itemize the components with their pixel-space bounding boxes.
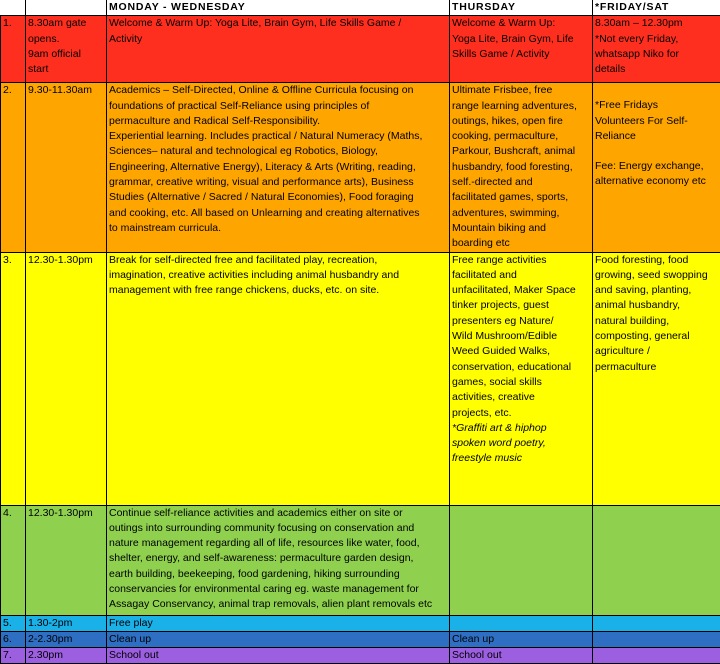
cell-line: 8.30am – 12.30pm: [595, 16, 719, 31]
cell-line: School out: [452, 648, 590, 663]
header-mon-wed: MONDAY - WEDNESDAY: [107, 0, 450, 16]
cell-line: Activity: [109, 32, 447, 47]
row-time: [26, 631, 107, 647]
schedule-row-6: [1, 631, 720, 647]
cell-line: growing, seed swopping: [595, 268, 719, 283]
cell-line: Ultimate Frisbee, free: [452, 83, 590, 98]
row-number: [1, 252, 26, 505]
cell-line: [595, 83, 719, 98]
cell-line: games, social skills: [452, 375, 590, 390]
row-friday-sat: [593, 505, 720, 615]
cell-line: boarding etc: [452, 236, 590, 251]
row-mon-wed: [107, 83, 450, 252]
row-friday-sat: [593, 615, 720, 631]
cell-line: Volunteers For Self-: [595, 114, 719, 129]
row-number: [1, 648, 26, 664]
cell-line: tinker projects, guest: [452, 298, 590, 313]
row-mon-wed: [107, 615, 450, 631]
row-number: [1, 615, 26, 631]
header-friday-sat: *FRIDAY/SAT: [593, 0, 720, 16]
cell-line: *Not every Friday,: [595, 32, 719, 47]
cell-line: 1.: [3, 16, 23, 31]
schedule-row-5: [1, 615, 720, 631]
cell-line: 2.: [3, 83, 23, 98]
row-time: [26, 83, 107, 252]
cell-line: foundations of practical Self-Reliance using principles of: [109, 99, 447, 114]
cell-line: imagination, creative activities including animal husbandry and: [109, 268, 447, 283]
row-time: [26, 615, 107, 631]
row-time: [26, 648, 107, 664]
cell-line: projects, etc.: [452, 406, 590, 421]
cell-line: 7.: [3, 648, 23, 663]
cell-line: [595, 144, 719, 159]
cell-line: *Free Fridays: [595, 98, 719, 113]
cell-line: Welcome & Warm Up:: [452, 16, 590, 31]
row-number: [1, 83, 26, 252]
row-mon-wed: [107, 16, 450, 83]
cell-line: Assagay Conservancy, animal trap removals, alien plant removals etc: [109, 597, 447, 612]
cell-line: Clean up: [109, 632, 447, 647]
row-number: [1, 631, 26, 647]
cell-line: Engineering, Alternative Energy), Literacy & Arts (Writing, reading,: [109, 160, 447, 175]
cell-line: Weed Guided Walks,: [452, 344, 590, 359]
cell-line: shelter, energy, and self-awareness: permaculture garden design,: [109, 551, 447, 566]
row-friday-sat: [593, 16, 720, 83]
schedule-row-3: [1, 252, 720, 505]
cell-line: permaculture and Radical Self-Responsibility.: [109, 114, 447, 129]
row-mon-wed: [107, 631, 450, 647]
cell-line: Sciences– natural and technological eg Robotics, Biology,: [109, 144, 447, 159]
cell-line: start: [28, 62, 104, 77]
row-mon-wed: [107, 648, 450, 664]
cell-line: permaculture: [595, 360, 719, 375]
cell-line: Welcome & Warm Up: Yoga Lite, Brain Gym, Life Skills Game /: [109, 16, 447, 31]
cell-line: opens.: [28, 32, 104, 47]
cell-line: Reliance: [595, 129, 719, 144]
cell-line: details: [595, 62, 719, 77]
cell-line: natural building,: [595, 314, 719, 329]
cell-line: 9am official: [28, 47, 104, 62]
schedule-row-4: [1, 505, 720, 615]
cell-line: Skills Game / Activity: [452, 47, 590, 62]
row-mon-wed: [107, 505, 450, 615]
cell-line: Continue self-reliance activities and academics either on site or: [109, 506, 447, 521]
row-number: [1, 16, 26, 83]
header-thursday: THURSDAY: [450, 0, 593, 16]
cell-line: Parkour, Bushcraft, animal: [452, 144, 590, 159]
cell-line: 5.: [3, 616, 23, 631]
row-time: [26, 505, 107, 615]
cell-line: Experiential learning. Includes practical / Natural Numeracy (Maths,: [109, 129, 447, 144]
row-thursday: [450, 631, 593, 647]
cell-line: range learning adventures,: [452, 99, 590, 114]
cell-line-italic: spoken word poetry,: [452, 436, 590, 451]
cell-line: husbandry, food foresting,: [452, 160, 590, 175]
cell-line: conservation, educational: [452, 360, 590, 375]
cell-line: whatsapp Niko for: [595, 47, 719, 62]
cell-line: facilitated and: [452, 268, 590, 283]
cell-line-italic: freestyle music: [452, 451, 590, 466]
cell-line: 12.30-1.30pm: [28, 253, 104, 268]
header-time: [26, 0, 107, 16]
cell-line: Free range activities: [452, 253, 590, 268]
row-number: [1, 505, 26, 615]
cell-line: agriculture /: [595, 344, 719, 359]
cell-line: outings, hikes, open fire: [452, 114, 590, 129]
cell-line: Wild Mushroom/Edible: [452, 329, 590, 344]
cell-line: activities, creative: [452, 390, 590, 405]
cell-line: Free play: [109, 616, 447, 631]
cell-line: 12.30-1.30pm: [28, 506, 104, 521]
cell-line: adventures, swimming,: [452, 206, 590, 221]
cell-line: 4.: [3, 506, 23, 521]
cell-line: 2-2.30pm: [28, 632, 104, 647]
cell-line: presenters eg Nature/: [452, 314, 590, 329]
cell-line: Break for self-directed free and facilitated play, recreation,: [109, 253, 447, 268]
schedule-row-1: [1, 16, 720, 83]
cell-line: 1.30-2pm: [28, 616, 104, 631]
row-thursday: [450, 615, 593, 631]
row-friday-sat: [593, 648, 720, 664]
cell-line: and cooking, etc. All based on Unlearning and creating alternatives: [109, 206, 447, 221]
row-thursday: [450, 83, 593, 252]
cell-line: 8.30am gate: [28, 16, 104, 31]
cell-line: School out: [109, 648, 447, 663]
cell-line: Studies (Alternative / Sacred / Natural Economies), Food foraging: [109, 190, 447, 205]
cell-line: outings into surrounding community focusing on conservation and: [109, 521, 447, 536]
cell-line: self.-directed and: [452, 175, 590, 190]
row-friday-sat: [593, 83, 720, 252]
cell-line: alternative economy etc: [595, 174, 719, 189]
cell-line: Academics – Self-Directed, Online & Offline Curricula focusing on: [109, 83, 447, 98]
cell-line: Fee: Energy exchange,: [595, 159, 719, 174]
cell-line: and saving, planting,: [595, 283, 719, 298]
cell-line: Food foresting, food: [595, 253, 719, 268]
cell-line: animal husbandry,: [595, 298, 719, 313]
cell-line: composting, general: [595, 329, 719, 344]
cell-line: 3.: [3, 253, 23, 268]
cell-line: facilitated games, sports,: [452, 190, 590, 205]
cell-line: management with free range chickens, ducks, etc. on site.: [109, 283, 447, 298]
cell-line: Yoga Lite, Brain Gym, Life: [452, 32, 590, 47]
header-row: [1, 0, 720, 16]
cell-line: conservancies for environmental caring eg. waste management for: [109, 582, 447, 597]
cell-line: 2.30pm: [28, 648, 104, 663]
cell-line: 9.30-11.30am: [28, 83, 104, 98]
cell-line: unfacilitated, Maker Space: [452, 283, 590, 298]
row-thursday: [450, 505, 593, 615]
row-thursday: [450, 16, 593, 83]
cell-line: 6.: [3, 632, 23, 647]
header-num: [1, 0, 26, 16]
row-friday-sat: [593, 631, 720, 647]
schedule-row-7: [1, 648, 720, 664]
cell-line: cooking, permaculture,: [452, 129, 590, 144]
row-time: [26, 16, 107, 83]
row-thursday: [450, 252, 593, 505]
row-mon-wed: [107, 252, 450, 505]
cell-line: nature management regarding all of life, resources like water, food,: [109, 536, 447, 551]
cell-line: grammar, creative writing, visual and performance arts), Business: [109, 175, 447, 190]
cell-line: to mainstream curricula.: [109, 221, 447, 236]
row-time: [26, 252, 107, 505]
cell-line: earth building, beekeeping, food gardening, hiking surrounding: [109, 567, 447, 582]
row-thursday: [450, 648, 593, 664]
cell-line-italic: *Graffiti art & hiphop: [452, 421, 590, 436]
cell-line: Mountain biking and: [452, 221, 590, 236]
row-friday-sat: [593, 252, 720, 505]
schedule-row-2: [1, 83, 720, 252]
cell-line: Clean up: [452, 632, 590, 647]
